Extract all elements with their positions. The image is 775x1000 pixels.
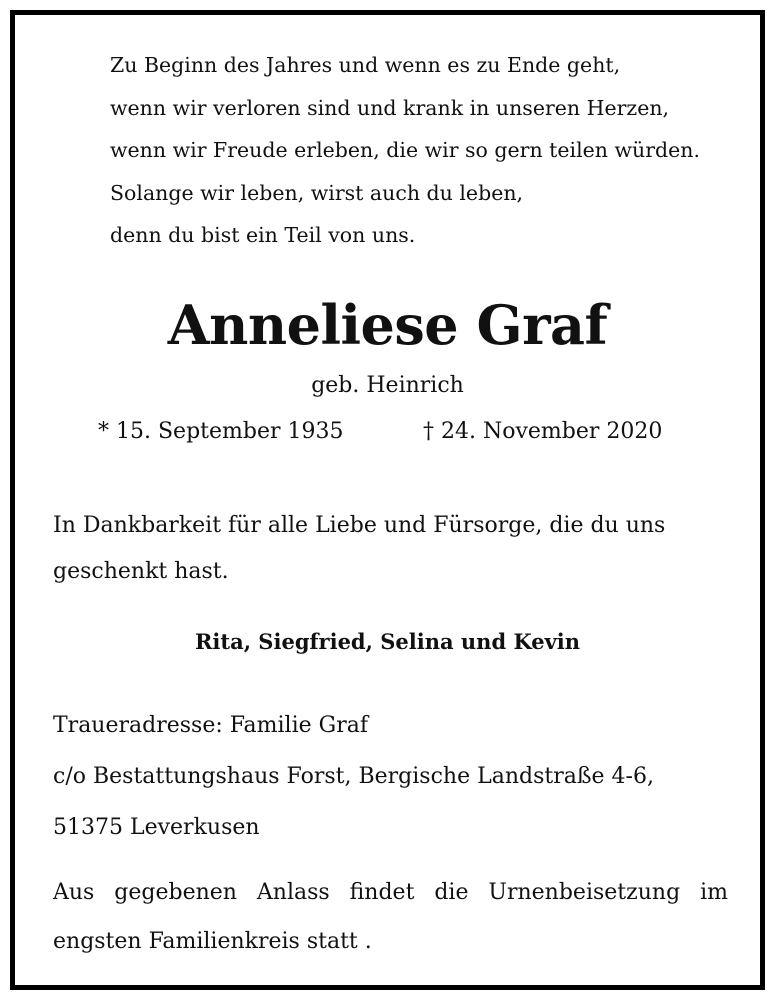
mourning-address <box>53 700 654 853</box>
deceased-name: Anneliese Graf <box>167 293 608 357</box>
address-line: 51375 Leverkusen <box>53 815 260 840</box>
poem-line: Zu Beginn des Jahres und wenn es zu Ende geht, <box>110 53 621 77</box>
poem-line: wenn wir verloren sind und krank in unseren Herzen, <box>110 95 670 120</box>
poem-line: denn du bist ein Teil von uns. <box>110 223 416 247</box>
address-line: Traueradresse: Familie Graf <box>53 713 368 738</box>
maiden-name: geb. Heinrich <box>311 373 464 398</box>
address-line: c/o Bestattungshaus Forst, Bergische Landstraße 4-6, <box>53 764 654 789</box>
signers: Rita, Siegfried, Selina und Kevin <box>194 629 581 654</box>
poem <box>110 44 700 257</box>
closing-text: Aus gegebenen Anlass findet die Urnenbeisetzung im engsten Familienkreis statt . <box>53 880 728 954</box>
poem-line: wenn wir Freude erleben, die wir so gern teilen würden. <box>110 138 701 162</box>
death-date: † 24. November 2020 <box>423 419 663 444</box>
poem-line: Solange wir leben, wirst auch du leben, <box>110 180 524 205</box>
thanks-text: In Dankbarkeit für alle Liebe und Fürsorge, die du uns geschenkt hast. <box>53 513 666 584</box>
birth-date: * 15. September 1935 <box>98 419 344 444</box>
